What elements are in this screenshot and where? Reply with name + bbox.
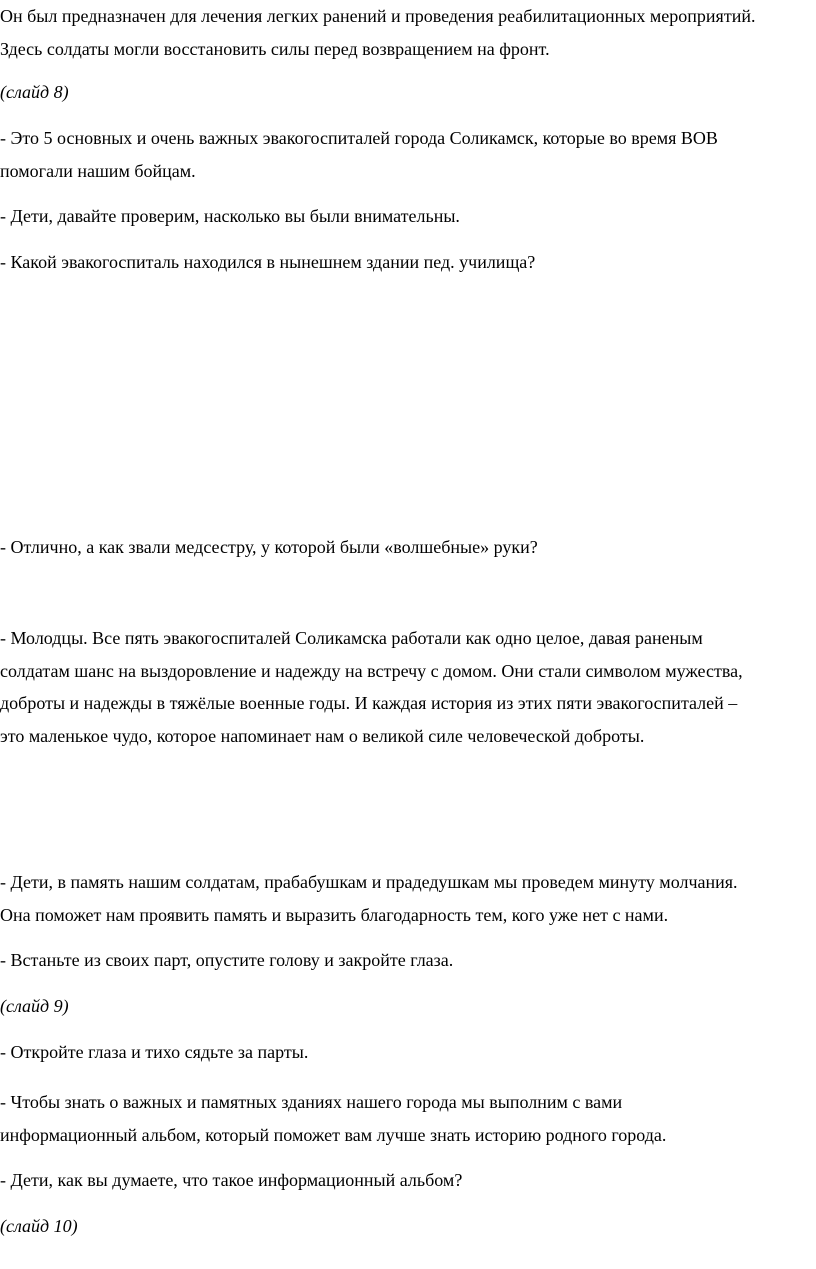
text-line: - Откройте глаза и тихо сядьте за парты. [0,1042,309,1062]
paragraph-2 [0,122,812,187]
text-line: Здесь солдаты могли восстановить силы перед возвращением на фронт. [0,38,550,59]
paragraph-4 [0,246,812,279]
text-line: (слайд 9) [0,996,69,1016]
paragraph-3 [0,200,812,233]
text-line: - Молодцы. Все пять эвакогоспиталей Соликамска работали как одно целое, давая раненым [0,628,703,648]
text-line: - Дети, в память нашим солдатам, прабабушкам и прадедушкам мы проведем минуту молчания. [0,872,738,892]
text-line: - Встаньте из своих парт, опустите голову и закройте глаза. [0,950,454,970]
text-line: солдатам шанс на выздоровление и надежду на встречу с домом. Они стали символом мужества, [0,660,743,681]
text-line: (слайд 8) [0,82,69,102]
paragraph-7 [0,866,812,931]
text-line: это маленькое чудо, которое напоминает нам о великой силе человеческой доброты. [0,725,645,746]
paragraph-5 [0,531,812,564]
paragraph-6 [0,622,812,752]
paragraph-1 [0,0,812,65]
text-line: - Дети, как вы думаете, что такое информационный альбом? [0,1170,463,1190]
slide-9-label [0,990,812,1023]
text-line: - Отлично, а как звали медсестру, у которой были «волшебные» руки? [0,537,538,557]
paragraph-8 [0,944,812,977]
text-line: помогали нашим бойцам. [0,160,196,181]
paragraph-10 [0,1086,812,1151]
text-line: Он был предназначен для лечения легких ранений и проведения реабилитационных мероприятий. [0,6,756,26]
slide-10-label [0,1210,812,1243]
slide-8-label [0,76,812,109]
text-line: доброты и надежды в тяжёлые военные годы. И каждая история из этих пяти эвакогоспиталей – [0,693,738,713]
text-line: информационный альбом, который поможет вам лучше знать историю родного города. [0,1124,667,1145]
paragraph-11 [0,1164,812,1197]
text-line: (слайд 10) [0,1216,78,1236]
text-line: - Дети, давайте проверим, насколько вы были внимательны. [0,206,460,226]
text-line: - Какой эвакогоспиталь находился в нынешнем здании пед. училища? [0,252,536,272]
text-line: Она поможет нам проявить память и выразить благодарность тем, кого уже нет с нами. [0,904,669,925]
paragraph-9 [0,1036,812,1069]
text-line: - Это 5 основных и очень важных эвакогоспиталей города Соликамск, которые во время ВОВ [0,128,718,148]
text-line: - Чтобы знать о важных и памятных зданиях нашего города мы выполним с вами [0,1092,623,1112]
